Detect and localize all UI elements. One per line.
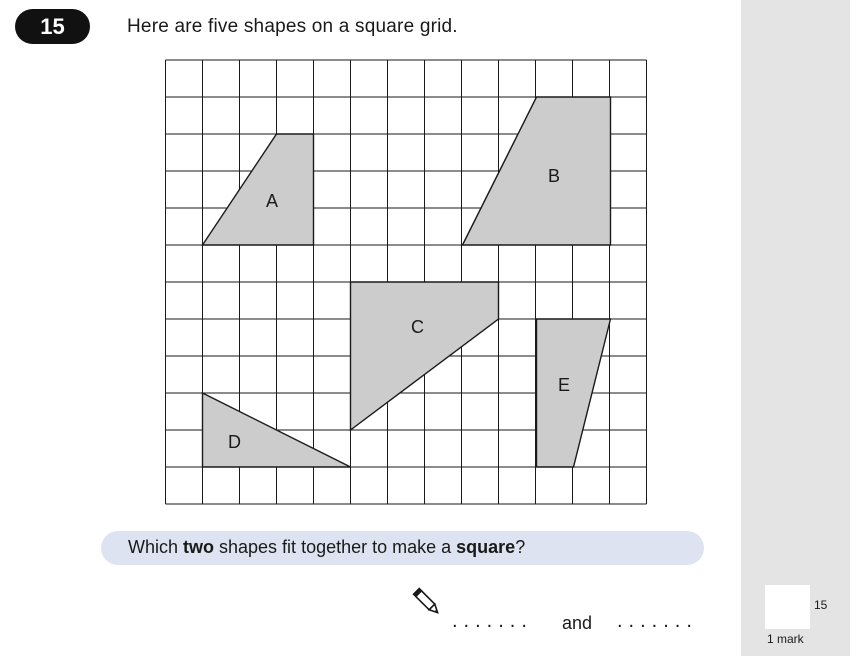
prompt-question — [128, 537, 525, 558]
mark-label: 1 mark — [767, 632, 804, 646]
question-number-badge: 15 — [15, 9, 90, 44]
answer-and-label: and — [562, 613, 593, 633]
shape-label-d: D — [228, 432, 241, 452]
prompt-bold-square: square — [456, 537, 516, 557]
shape-label-e: E — [558, 375, 571, 395]
prompt-bold-two: two — [183, 537, 215, 557]
mark-box[interactable] — [765, 585, 810, 629]
answer-blank-2[interactable]: ....... — [617, 610, 698, 632]
answer-blank-1[interactable]: ....... — [452, 610, 533, 632]
shape-label-b: B — [548, 166, 561, 186]
prompt-part-1: Which — [128, 537, 184, 557]
mark-question-ref: 15 — [814, 598, 828, 612]
prompt-part-2: shapes fit together to make a — [214, 537, 457, 557]
shape-label-a: A — [266, 191, 279, 211]
shape-a — [203, 134, 314, 245]
pencil-icon — [412, 585, 442, 619]
shape-label-c: C — [411, 317, 424, 337]
prompt-part-3: ? — [515, 537, 526, 557]
question-text: Here are five shapes on a square grid. — [127, 16, 458, 37]
